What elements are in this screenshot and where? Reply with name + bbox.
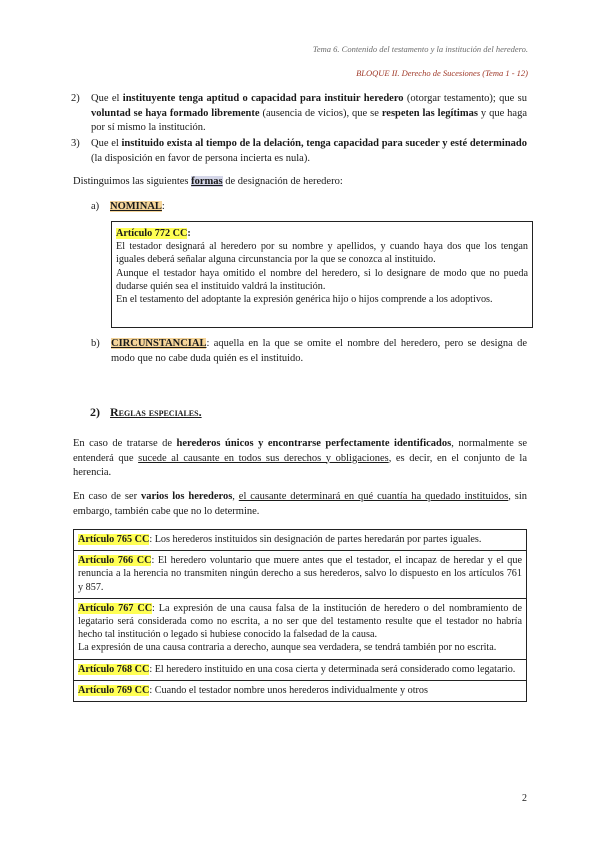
list-item: 3) Que el instituido exista al tiempo de la delación, tenga capacidad para suceder y esté determinado (la disposición en favor de persona incierta es nula). (71, 138, 528, 164)
article-title: Artículo 772 CC (116, 228, 188, 239)
forms-intro: Distinguimos las siguientes formas de designación de heredero: (73, 176, 343, 187)
article-row: Artículo 768 CC: El heredero instituido en una cosa cierta y determinada será considerado como legatario. (74, 660, 526, 681)
article-title: Artículo 766 CC (78, 555, 152, 567)
running-header-block: BLOQUE II. Derecho de Sucesiones (Tema 1 - 12) (356, 68, 528, 78)
section-heading: 2) Reglas especiales. (90, 405, 202, 419)
articles-table (73, 529, 527, 702)
document-page: Tema 6. Contenido del testamento y la institución del heredero. BLOQUE II. Derecho de Sucesiones (Tema 1 - 12) 2) Que el instituyente tenga aptitud o capacidad para instituir heredero (otorgar testamento); que su voluntad se haya formado libremente (ausencia de vicios), que se respeten las legítimas y que haga por sí mismo la institución. 3) Que el instituido exista al tiempo de la delación, tenga capacidad para suceder y esté determinado (la disposición en favor de persona incierta es nula). Distinguimos las siguientes formas de designación de heredero: a) NOMINAL: Artículo 772 CC: El testador designará al heredero por su nombre y apellidos, y cuando haya dos que los tengan iguales deberá señalar alguna circunstancia por la que se conozca al instituido. Aunque el testador haya omitido el nombre del heredero, si lo designare de modo que no pueda dudarse quién sea el instituido valdrá la institución. En el testamento del adoptante la expresión genérica hijo o hijos comprende a los adoptivos. b) CIRCUNSTANCIAL: aquella en la que se omite el nombre del heredero, pero se designa de modo que no cabe duda quién es el instituido. 2) Reglas especiales. En caso de tratarse de herederos únicos y encontrarse perfectamente identificados, normalmente se entenderá que sucede al causante en todos sus derechos y obligaciones, es decir, en el conjunto de la herencia. En caso de ser varios los herederos, el causante determinará en qué cuantía ha quedado instituidos, sin embargo, también cabe que no lo determine. Artículo 765 CC: Los herederos instituidos sin designación de partes heredarán por partes iguales. Artículo 766 CC: El heredero voluntario que muere antes que el testador, el incapaz de heredar y el que renuncia a la herencia no transmiten ningún derecho a sus herederos, salvo lo dispuesto en los artículos 761 y 857. Artículo 767 CC: La expresión de una causa falsa de la institución de heredero o del nombramiento de legatario será considerada como no escrita, a no ser que del testamento resulte que el testador no habría hecho tal institución o legado si hubiese conocido la falsedad de la causa. La expresión de una causa contraria a derecho, aunque sea verdadera, se tendrá también por no escrita. Artículo 768 CC: El heredero instituido en una cosa cierta y determinada será considerado como legatario. Artículo 769 CC: Cuando el testador nombre unos herederos individualmente y otros 2 (0, 0, 600, 848)
paragraph-several-heirs: En caso de ser varios los herederos, el causante determinará en qué cuantía ha quedado instituidos, sin embargo, también cabe que no lo determine. (73, 491, 527, 517)
list-item-number: 2) (71, 93, 80, 104)
list-item: 2) Que el instituyente tenga aptitud o capacidad para instituir heredero (otorgar testamento); que su voluntad se haya formado libremente (ausencia de vicios), que se respeten las legítimas y que haga por sí mismo la institución. (71, 93, 528, 133)
page-number: 2 (522, 793, 527, 804)
article-row: Artículo 767 CC: La expresión de una causa falsa de la institución de heredero o del nombramiento de legatario será considerada como no escrita, a no ser que del testamento resulte que el testador no habría hecho tal institución o legado si hubiese conocido la falsedad de la causa. La expresión de una causa contraria a derecho, aunque sea verdadera, se tendrá también por no escrita. (74, 599, 526, 660)
article-title: Artículo 765 CC (78, 534, 150, 545)
article-row: Artículo 766 CC: El heredero voluntario que muere antes que el testador, el incapaz de heredar y el que renuncia a la herencia no transmiten ningún derecho a sus herederos, salvo lo dispuesto en los artículos 761 y 857. (74, 551, 526, 599)
article-772-box: Artículo 772 CC: El testador designará al heredero por su nombre y apellidos, y cuando haya dos que los tengan iguales deberá señalar alguna circunstancia por la que se conozca al instituido. Aunque el testador haya omitido el nombre del heredero, si lo designare de modo que no pueda dudarse quién sea el instituido valdrá la institución. En el testamento del adoptante la expresión genérica hijo o hijos comprende a los adoptivos. (111, 221, 533, 328)
form-b-paragraph: b) CIRCUNSTANCIAL: aquella en la que se omite el nombre del heredero, pero se designa de modo que no cabe duda quién es el instituido. (91, 338, 527, 364)
article-row: Artículo 765 CC: Los herederos instituidos sin designación de partes heredarán por partes iguales. (74, 530, 526, 551)
article-row: Artículo 769 CC: Cuando el testador nombre unos herederos individualmente y otros (74, 681, 526, 702)
article-title: Artículo 769 CC (78, 684, 150, 696)
forms-highlight: formas (191, 176, 223, 187)
list-item-number: 3) (71, 138, 80, 149)
running-header-topic: Tema 6. Contenido del testamento y la institución del heredero. (312, 44, 528, 54)
article-title: Artículo 768 CC (78, 663, 150, 675)
form-b-label: CIRCUNSTANCIAL (111, 338, 207, 349)
paragraph-unique-heirs: En caso de tratarse de herederos únicos y encontrarse perfectamente identificados, normalmente se entenderá que sucede al causante en todos sus derechos y obligaciones, es decir, en el conjunto de la herencia. (73, 438, 527, 478)
article-title: Artículo 767 CC (78, 602, 153, 614)
